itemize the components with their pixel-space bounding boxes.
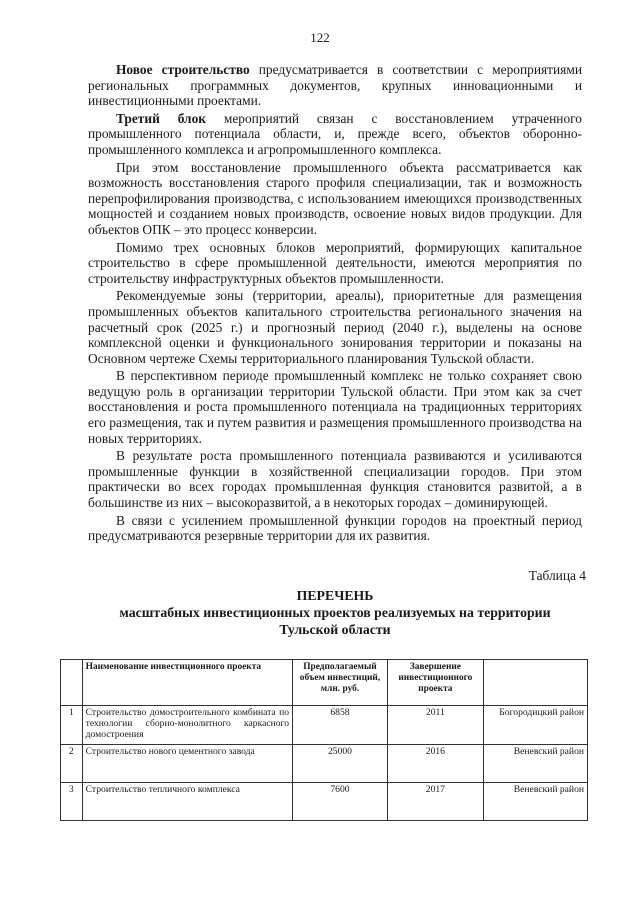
body-text <box>88 62 582 546</box>
row-district: Богородицкий район <box>483 706 587 745</box>
table-title-line: масштабных инвестиционных проектов реализуемых на территории <box>119 605 551 620</box>
row-volume: 6858 <box>293 706 388 745</box>
table-row <box>61 745 588 783</box>
row-volume: 25000 <box>293 745 388 783</box>
paragraph <box>88 368 582 446</box>
row-completion: 2011 <box>387 706 483 745</box>
header-volume: Предполагаемый объем инвестиций, млн. руб. <box>293 660 388 706</box>
page-number: 122 <box>310 30 330 45</box>
paragraph <box>88 240 582 287</box>
row-name: Строительство тепличного комплекса <box>82 783 292 821</box>
paragraph <box>88 62 582 109</box>
row-name: Строительство домостроительного комбината по технологии сборно-монолитного каркасного домостроения <box>82 706 292 745</box>
table-header-row <box>61 660 588 706</box>
table-row <box>61 783 588 821</box>
table-label: Таблица 4 <box>528 568 586 583</box>
paragraph-text: Рекомендуемые зоны (территории, ареалы), приоритетные для размещения промышленных объектов капитального строительства регионального значения на расчетный срок (2025 г.) и прогнозный период (2040 г.), выделены на основе комплексной оценки и функционального зонирования территории и показаны на Основном чертеже Схемы территориального планирования Тульской области. <box>88 288 582 366</box>
paragraph <box>88 160 582 238</box>
header-num <box>61 660 83 706</box>
paragraph <box>88 513 582 544</box>
row-num: 3 <box>61 783 83 821</box>
header-district <box>483 660 587 706</box>
row-num: 1 <box>61 706 83 745</box>
row-district: Веневский район <box>483 783 587 821</box>
row-volume: 7600 <box>293 783 388 821</box>
paragraph-lead: Третий блок <box>116 110 206 126</box>
paragraph-text: В результате роста промышленного потенциала развиваются и усиливаются промышленные функции в хозяйственной специализации городов. При этом практически во всех городах промышленная функция становится развитой, а в большинстве из них – высокоразвитой, а в некоторых городах – доминирующей. <box>88 448 582 511</box>
row-completion: 2016 <box>387 745 483 783</box>
paragraph-text: предусматривается в соответствии с мероприятиями региональных программных документов, крупных инновационными и инвестиционными проектами. <box>88 62 582 109</box>
table-title <box>88 587 582 638</box>
table-row <box>61 706 588 745</box>
table-title-line: ПЕРЕЧЕНЬ <box>296 588 374 603</box>
projects-table <box>60 659 588 821</box>
table-title-line: Тульской области <box>279 622 391 637</box>
row-num: 2 <box>61 745 83 783</box>
paragraph <box>88 111 582 158</box>
paragraph-text: При этом восстановление промышленного объекта рассматривается как возможность восстановления старого профиля специализации, так и возможность перепрофилирования производства, с использованием имеющихся производственных мощностей и созданием новых производств, освоение новых видов продукции. Для объектов ОПК – это процесс конверсии. <box>88 159 582 237</box>
header-name: Наименование инвестиционного проекта <box>82 660 292 706</box>
paragraph-lead: Новое строительство <box>116 62 250 77</box>
paragraph <box>88 288 582 366</box>
paragraph-text: мероприятий связан с восстановлением утраченного промышленного потенциала области, и, прежде всего, объектов оборонно-промышленного комплекса и агропромышленного комплекса. <box>88 110 582 157</box>
row-district: Веневский район <box>483 745 587 783</box>
paragraph-text: В связи с усилением промышленной функции городов на проектный период предусматриваются резервные территории для их развития. <box>88 512 582 544</box>
paragraph <box>88 448 582 510</box>
row-completion: 2017 <box>387 783 483 821</box>
row-name: Строительство нового цементного завода <box>82 745 292 783</box>
header-completion: Завершение инвестиционного проекта <box>387 660 483 706</box>
paragraph-text: Помимо трех основных блоков мероприятий, формирующих капитальное строительство в сфере промышленной деятельности, имеются мероприятия по строительству инфраструктурных объектов промышленности. <box>88 239 582 286</box>
paragraph-text: В перспективном периоде промышленный комплекс не только сохраняет свою ведущую роль в организации территории Тульской области. При этом как за счет восстановления и роста промышленного потенциала на традиционных территориях его размещения, так и путем развития и размещения промышленного производства на новых территориях. <box>88 368 582 446</box>
